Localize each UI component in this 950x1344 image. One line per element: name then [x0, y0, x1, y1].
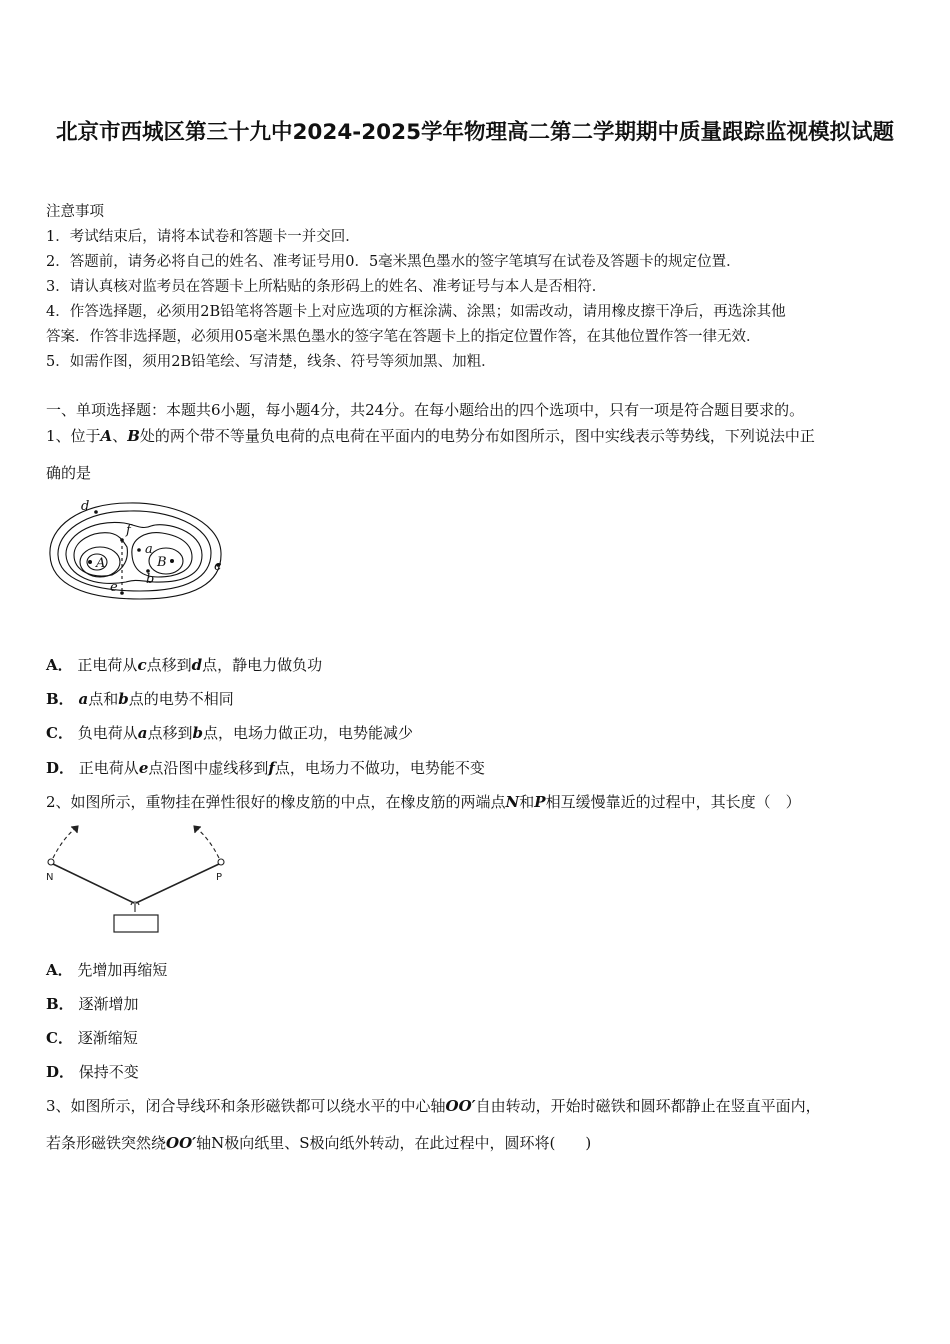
q1-stem-cont: 确的是 [46, 464, 92, 482]
equipotential-line [58, 511, 211, 591]
option-var: a [78, 690, 89, 708]
option-text: 保持不变 [78, 1063, 139, 1081]
equipotential-line [66, 522, 202, 583]
point-e-dot [120, 591, 124, 595]
q1-option-d [46, 758, 485, 778]
section-heading: 一、单项选择题：本题共6小题，每小题4分，共24分。在每小题给出的四个选项中，只有一项是符合题目要求的。 [46, 401, 805, 419]
notice-item: 答案．作答非选择题，必须用05毫米黑色墨水的签字笔在答题卡上的指定位置作答，在其他位置作答一律无效． [46, 329, 761, 345]
option-var: e [138, 759, 149, 777]
rubber-band-figure [44, 822, 228, 942]
label-f: f [126, 523, 131, 538]
q1-stem-part: 1、位于 [46, 427, 101, 445]
label-c: c [214, 559, 222, 574]
hook [131, 902, 139, 912]
option-letter: D． [46, 759, 75, 777]
q2-option-a [46, 960, 167, 980]
notice-item: 2．答题前，请务必将自己的姓名、准考证号用0．5毫米黑色墨水的签字笔填写在试卷及答题卡的规定位置． [46, 254, 741, 270]
q1-option-c [46, 723, 413, 743]
q1-option-a [46, 655, 322, 675]
label-a: a [145, 542, 153, 557]
q3-stem-part: 若条形磁铁突然绕 [46, 1134, 167, 1152]
exam-title: 北京市西城区第三十九中2024-2025学年物理高二第二学期期中质量跟踪监视模拟试题 [55, 120, 895, 145]
option-var: b [118, 690, 129, 708]
notice-heading: 注意事项 [46, 204, 104, 220]
label-d: d [81, 499, 90, 514]
axis-label: OO′ [166, 1134, 197, 1152]
option-text: 负电荷从 [77, 724, 138, 742]
option-text: 正电荷从 [78, 759, 139, 777]
option-text: 点，静电力做负功 [202, 656, 323, 674]
q3-stem-cont [46, 1133, 591, 1153]
q2-stem-part: 和 [519, 793, 535, 811]
notice-item: 3．请认真核对监考员在答题卡上所粘贴的条形码上的姓名、准考证号与本人是否相符． [46, 279, 607, 295]
label-b: b [146, 572, 155, 587]
q2-option-b [46, 994, 138, 1014]
option-text: 逐渐缩短 [77, 1029, 138, 1047]
axis-label: OO′ [445, 1097, 476, 1115]
option-text: 点沿图中虚线移到 [148, 759, 269, 777]
option-letter: A． [46, 656, 73, 674]
notice-item: 5．如需作图，须用2B铅笔绘、写清楚，线条、符号等须加黑、加粗． [46, 354, 496, 370]
point-b-label: B [127, 427, 140, 445]
point-f-dot [120, 538, 124, 542]
left-motion-arrow [53, 826, 78, 858]
q1-stem-part: 、 [112, 427, 128, 445]
option-var: c [137, 656, 147, 674]
q2-option-c [46, 1028, 138, 1048]
right-arrowhead [194, 826, 201, 833]
point-a-label: A [100, 427, 113, 445]
equipotential-line [50, 503, 221, 599]
option-text: 点移到 [146, 656, 192, 674]
option-var: d [191, 656, 203, 674]
option-letter: B． [46, 690, 74, 708]
q2-stem-part: 2、如图所示，重物挂在弹性很好的橡皮筋的中点，在橡皮筋的两端点 [46, 793, 506, 811]
option-letter: B． [46, 995, 74, 1013]
option-text: 正电荷从 [77, 656, 138, 674]
notice-item: 1．考试结束后，请将本试卷和答题卡一并交回． [46, 229, 360, 245]
label-B: B [157, 555, 167, 570]
q2-stem-part: 相互缓慢靠近的过程中，其长度（ ） [545, 793, 801, 811]
charge-a-dot [88, 560, 92, 564]
right-motion-arrow [194, 826, 219, 858]
notice-item: 4．作答选择题，必须用2B铅笔将答题卡上对应选项的方框涂满、涂黑；如需改动，请用橡皮擦干净后，再选涂其他 [46, 304, 786, 320]
option-text: 点的电势不相同 [128, 690, 234, 708]
option-text: 逐渐增加 [78, 995, 139, 1013]
equipotential-figure [44, 493, 230, 603]
point-p-label: P [534, 793, 546, 811]
option-letter: A． [46, 961, 73, 979]
option-var: b [192, 724, 203, 742]
label-A: A [96, 556, 106, 571]
q3-stem-part: 自由转动，开始时磁铁和圆环都静止在竖直平面内， [475, 1097, 821, 1115]
option-letter: C． [46, 1029, 73, 1047]
q2-stem [46, 792, 801, 812]
label-n: N [46, 872, 54, 883]
option-text: 先增加再缩短 [77, 961, 168, 979]
label-p: P [216, 872, 223, 883]
q1-stem-part: 处的两个带不等量负电荷的点电荷在平面内的电势分布如图所示，图中实线表示等势线，下列说法中正 [139, 427, 815, 445]
point-d-dot [94, 510, 98, 514]
option-var: a [137, 724, 148, 742]
option-var: f [268, 759, 275, 777]
label-e: e [110, 580, 118, 595]
point-n-label: N [505, 793, 520, 811]
hanging-weight [114, 915, 158, 932]
q1-stem [46, 426, 815, 446]
left-arrowhead [71, 826, 78, 833]
option-letter: C． [46, 724, 73, 742]
q3-stem-part: 3、如图所示，闭合导线环和条形磁铁都可以绕水平的中心轴 [46, 1097, 446, 1115]
option-text: 点和 [88, 690, 119, 708]
option-text: 点，电场力不做功，电势能不变 [274, 759, 485, 777]
q1-option-b [46, 689, 234, 709]
q3-stem [46, 1096, 821, 1116]
rubber-band-left [53, 864, 134, 903]
q3-stem-part: 轴N极向纸里、S极向纸外转动，在此过程中，圆环将( ) [196, 1134, 592, 1152]
point-a-dot [137, 548, 141, 552]
q2-option-d [46, 1062, 139, 1082]
rubber-band-right [136, 864, 219, 903]
charge-b-dot [170, 559, 174, 563]
option-text: 点移到 [147, 724, 193, 742]
option-text: 点，电场力做正功，电势能减少 [203, 724, 414, 742]
option-letter: D． [46, 1063, 75, 1081]
